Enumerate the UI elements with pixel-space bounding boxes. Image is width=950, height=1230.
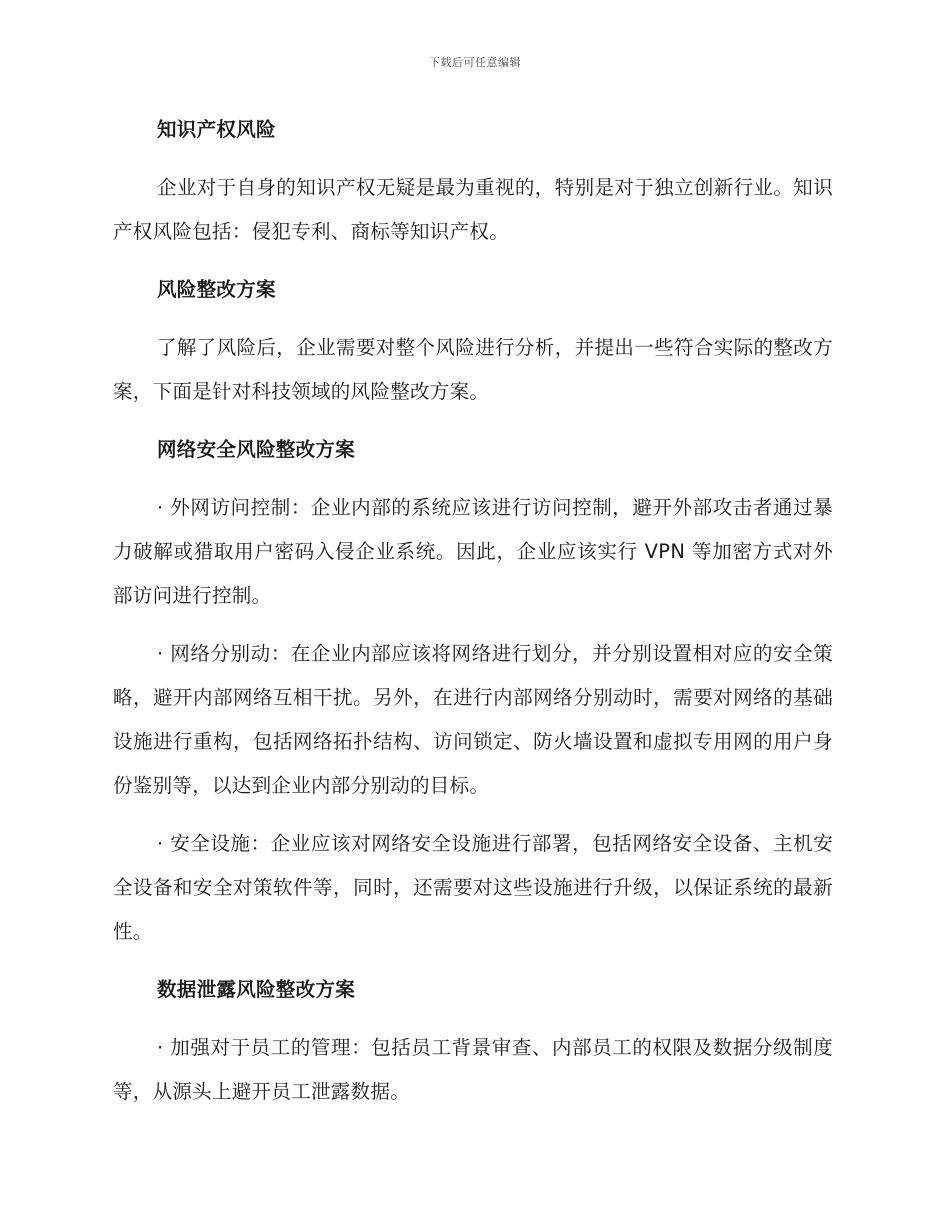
paragraph-external-access-control: · 外网访问控制：企业内部的系统应该进行访问控制，避开外部攻击者通过暴力破解或猎取用户密码入侵企业系统。因此，企业应该实行 VPN 等加密方式对外部访问进行控制。 xyxy=(113,496,833,607)
paragraph-ip-risk: 企业对于自身的知识产权无疑是最为重视的，特别是对于独立创新行业。知识产权风险包括：侵犯专利、商标等知识产权。 xyxy=(113,176,833,243)
paragraph-remediation-intro: 了解了风险后，企业需要对整个风险进行分析，并提出一些符合实际的整改方案，下面是针对科技领域的风险整改方案。 xyxy=(113,336,833,403)
document-body xyxy=(113,108,833,1128)
section-heading-data-leak: 数据泄露风险整改方案 xyxy=(157,978,356,1001)
paragraph-employee-management: · 加强对于员工的管理：包括员工背景审查、内部员工的权限及数据分级制度等，从源头上避开员工泄露数据。 xyxy=(113,1036,833,1103)
header-note: 下载后可任意编辑 xyxy=(429,56,521,69)
paragraph-network-segmentation: · 网络分别动：在企业内部应该将网络进行划分，并分别设置相对应的安全策略，避开内部网络互相干扰。另外，在进行内部网络分别动时，需要对网络的基础设施进行重构，包括网络拓扑结构、访问锁定、防火墙设置和虚拟专用网的用户身份鉴别等，以达到企业内部分别动的目标。 xyxy=(113,642,833,797)
paragraph-security-facilities: · 安全设施：企业应该对网络安全设施进行部署，包括网络安全设备、主机安全设备和安全对策软件等，同时，还需要对这些设施进行升级，以保证系统的最新性。 xyxy=(113,832,833,943)
section-heading-network-security: 网络安全风险整改方案 xyxy=(157,438,356,461)
section-heading-remediation: 风险整改方案 xyxy=(157,278,276,301)
section-heading-ip-risk: 知识产权风险 xyxy=(157,118,276,141)
